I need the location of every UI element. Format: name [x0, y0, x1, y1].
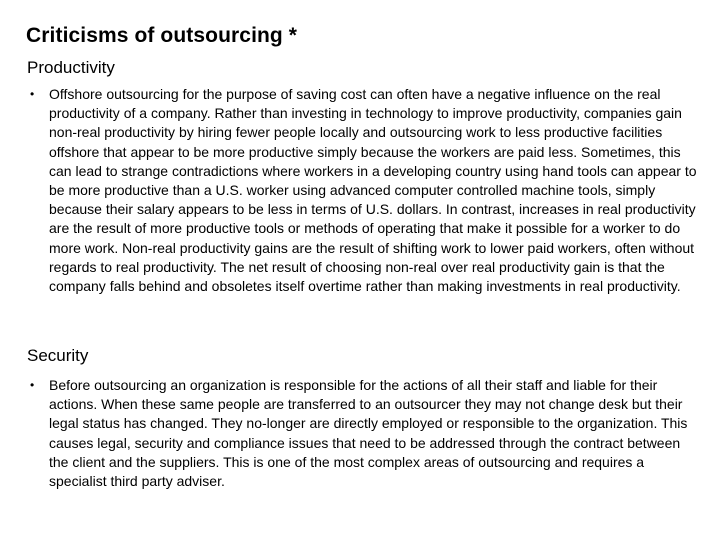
bullet-text-productivity: Offshore outsourcing for the purpose of saving cost can often have a negative influence on the real productivity of a company. Rather than investing in technology to improve productivity, companies gain non-real productivity by hiring fewer people locally and outsourcing work to less productive facilities offshore that appear to be more productive simply because the workers are paid less. Sometimes, this can lead to strange contradictions where workers in a developing country using hand tools can appear to be more productive than a U.S. worker using advanced computer controlled machine tools, simply because their salary appears to be less in terms of U.S. dollars. In contrast, increases in real productivity are the result of more productive tools or methods of operating that make it possible for a worker to do more work. Non-real productivity gains are the result of shifting work to lower paid workers, often without regards to real productivity. The net result of choosing non-real over real productivity gain is that the company falls behind and obsoletes itself overtime rather than making investments in real productivity. — [49, 86, 697, 295]
bullet-icon: • — [30, 378, 35, 392]
bullet-item-security — [30, 376, 700, 491]
slide-title: Criticisms of outsourcing * — [26, 24, 298, 47]
bullet-icon: • — [30, 87, 35, 101]
bullet-text-security: Before outsourcing an organization is responsible for the actions of all their staff and liable for their actions. When these same people are transferred to an outsourcer they may not change desk but their legal status has changed. They no-longer are directly employed or responsible to the organization. This causes legal, security and compliance issues that need to be addressed through the contract between the client and the suppliers. This is one of the most complex areas of outsourcing and requires a specialist third party adviser. — [49, 377, 688, 490]
bullet-item-productivity — [30, 85, 700, 296]
section-heading-productivity: Productivity — [27, 58, 115, 77]
section-heading-security: Security — [27, 346, 89, 365]
